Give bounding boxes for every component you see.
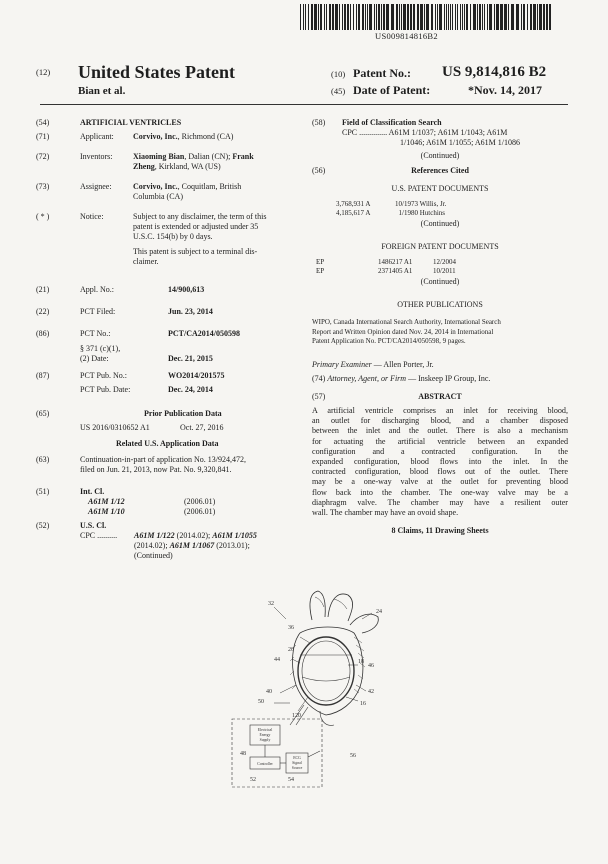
prior-pub-date: Oct. 27, 2016 <box>180 423 224 432</box>
figure-ref-label: 20 <box>288 647 294 653</box>
abstract-line: an outlet for discharging blood, and a chamber disposed <box>312 416 568 426</box>
barcode-bar <box>452 4 453 30</box>
code-65: (65) <box>36 409 50 418</box>
barcode-bar <box>350 4 351 30</box>
energy-line-1: Electrical <box>257 728 273 732</box>
barcode-number: US009814816B2 <box>375 31 438 41</box>
figure-ref-label: 56 <box>350 753 356 759</box>
figure-ref-label: 42 <box>368 689 374 695</box>
appl-no: 14/900,613 <box>168 285 205 294</box>
vessel-right <box>350 614 378 633</box>
figure-ref-label: 120 <box>292 713 301 719</box>
field-search-title: Field of Classification Search <box>342 118 442 127</box>
us-docs-table <box>336 200 446 217</box>
code-56: (56) <box>312 166 326 175</box>
pct-pub-no-label: PCT Pub. No.: <box>80 371 127 380</box>
barcode-bar <box>378 4 380 30</box>
inventors-short: Bian et al. <box>78 85 126 97</box>
left-column <box>36 118 306 571</box>
barcode-bar <box>473 4 476 30</box>
abstract-title: ABSTRACT <box>418 392 462 401</box>
int-cl-2-date: (2006.01) <box>184 507 216 516</box>
heart-outline <box>293 627 363 715</box>
barcode-bar <box>324 4 325 30</box>
barcode-bar <box>500 4 503 30</box>
abstract-line: wall. The chamber may have an ovoid shape. <box>312 508 459 518</box>
barcode-bar <box>383 4 385 30</box>
pct-filed-label: PCT Filed: <box>80 307 116 316</box>
other-pub-text: WIPO, Canada International Search Authority, International Search Report and Written Opinion dated Nov. 24, 2014 in International Patent Application No. PCT/CA2014/050598, 9 pages. <box>312 318 501 345</box>
pct-filed: Jun. 23, 2014 <box>168 307 213 316</box>
code-86: (86) <box>36 329 50 338</box>
table-row: EP 1486217 A1 12/2004 <box>316 258 456 266</box>
barcode-bar <box>314 4 317 30</box>
barcode-bar <box>437 4 438 30</box>
barcode-bar <box>448 4 449 30</box>
continuation: Continuation-in-part of application No. 13/924,472, filed on Jun. 21, 2013, now Pat. No. 9,320,841. <box>80 455 246 474</box>
barcode-bar <box>496 4 499 30</box>
code-10: (10) <box>331 69 346 79</box>
claims-count: 8 Claims, 11 Drawing Sheets <box>391 526 489 536</box>
abstract-line: for actuating the artificial ventricle between an expanded <box>312 436 568 446</box>
code-58: (58) <box>312 118 326 127</box>
patent-date: *Nov. 14, 2017 <box>468 83 543 97</box>
barcode-bar <box>479 4 481 30</box>
us-cl-title: U.S. Cl. <box>80 521 107 530</box>
code-87: (87) <box>36 371 50 380</box>
inventors-label: Inventors: <box>80 152 113 161</box>
barcode-bar <box>494 4 495 30</box>
barcode-bar <box>435 4 436 30</box>
figure-ref-label: 50 <box>258 699 264 705</box>
applicant-label: Applicant: <box>80 132 114 141</box>
figure-ref-label: 36 <box>288 625 294 631</box>
date-2: Dec. 21, 2015 <box>168 354 213 363</box>
barcode-bar <box>401 4 402 30</box>
artificial-ventricle <box>298 637 354 705</box>
barcode-bar <box>482 4 483 30</box>
date-2-label: (2) Date: <box>80 354 109 363</box>
abstract-line: between the inlet and the outlet. There is also a mechanism <box>312 426 568 436</box>
pct-pub-date-label: PCT Pub. Date: <box>80 385 131 394</box>
barcode-bar <box>300 4 301 30</box>
applicant: Corvivo, Inc., Richmond (CA) <box>133 132 234 141</box>
assignee: Corvivo, Inc., Coquitlam, British Columbia (CA) <box>133 182 242 201</box>
int-cl-1: A61M 1/12 <box>88 497 125 506</box>
block-diagram <box>230 717 350 791</box>
barcode-bar <box>439 4 442 30</box>
barcode-bar <box>464 4 465 30</box>
barcode-bar <box>533 4 536 30</box>
barcode-bar <box>431 4 433 30</box>
pct-pub-date: Dec. 24, 2014 <box>168 385 213 394</box>
attorney: (74) Attorney, Agent, or Firm — Inskeep IP Group, Inc. <box>312 374 491 383</box>
int-cl-1-date: (2006.01) <box>184 497 216 506</box>
pct-no-label: PCT No.: <box>80 329 111 338</box>
barcode-bar <box>326 4 327 30</box>
barcode-bar <box>530 4 532 30</box>
foreign-docs-title: FOREIGN PATENT DOCUMENTS <box>381 242 499 251</box>
figure-ref-label: 40 <box>266 689 272 695</box>
barcode-bar <box>511 4 514 30</box>
code-45: (45) <box>331 86 346 96</box>
prior-pub-title: Prior Publication Data <box>144 409 222 418</box>
barcode-bar <box>347 4 349 30</box>
abstract-line: flow back into the chamber. The one-way valve may be a <box>312 487 568 497</box>
barcode-bar <box>410 4 412 30</box>
notice-label: Notice: <box>80 212 104 221</box>
figure-ref-label: 44 <box>274 657 280 663</box>
barcode-bar <box>444 4 445 30</box>
cpc-label: CPC .......... <box>80 531 118 540</box>
barcode-bar <box>455 4 456 30</box>
vessel-center <box>328 594 353 621</box>
barcode-bar <box>335 4 338 30</box>
title: ARTIFICIAL VENTRICLES <box>80 118 182 127</box>
barcode-bar <box>407 4 409 30</box>
barcode-bar <box>508 4 509 30</box>
barcode-bar <box>417 4 419 30</box>
energy-line-3: Supply <box>259 738 271 742</box>
code-63: (63) <box>36 455 50 464</box>
barcode-bar <box>450 4 451 30</box>
barcode-bar <box>549 4 551 30</box>
ecg-line-1: ECG <box>293 756 301 760</box>
barcode-bar <box>344 4 346 30</box>
barcode-bar <box>487 4 488 30</box>
patent-number: US 9,814,816 B2 <box>442 64 547 80</box>
field-search-line-1: CPC .............. A61M 1/1037; A61M 1/1043; A61M <box>342 128 508 137</box>
figure-ref-label: 54 <box>288 777 294 783</box>
code-54: (54) <box>36 118 50 127</box>
abstract-line: A artificial ventricle comprises an inlet for receiving blood, <box>312 406 568 415</box>
ecg-line-2: Signal <box>292 761 302 765</box>
barcode-bar <box>332 4 334 30</box>
barcode-bar <box>308 4 309 30</box>
code-73: (73) <box>36 182 50 191</box>
table-row: EP 2371405 A1 10/2011 <box>316 266 456 275</box>
barcode-bar <box>365 4 366 30</box>
barcode-bar <box>537 4 538 30</box>
barcode-bar <box>413 4 415 30</box>
notice-text: Subject to any disclaimer, the term of this patent is extended or adjusted under 35 U.S.C. 154(b) by 0 days. This patent is subject to a terminal dis- claimer. <box>133 212 267 266</box>
section-371: § 371 (c)(1), <box>80 344 121 353</box>
code-21: (21) <box>36 285 50 294</box>
barcode-bar <box>516 4 519 30</box>
barcode-bar <box>303 4 304 30</box>
barcode-bar <box>539 4 542 30</box>
header-rule <box>40 104 568 105</box>
figure-ref-label: 52 <box>250 777 256 783</box>
barcode-bar <box>521 4 522 30</box>
pct-no: PCT/CA2014/050598 <box>168 329 240 338</box>
barcode-bar <box>396 4 398 30</box>
references-title: References Cited <box>411 166 469 175</box>
assignee-label: Assignee: <box>80 182 112 191</box>
barcode-bar <box>426 4 429 30</box>
barcode-bar <box>462 4 463 30</box>
barcode-bar <box>504 4 507 30</box>
barcode-bar <box>420 4 423 30</box>
code-72: (72) <box>36 152 50 161</box>
barcode-bar <box>460 4 461 30</box>
code-notice: ( * ) <box>36 212 50 221</box>
foreign-docs-continued: (Continued) <box>420 277 460 286</box>
document-type: United States Patent <box>78 62 235 82</box>
barcode-bar <box>381 4 382 30</box>
figure-ref-label: 46 <box>368 663 374 669</box>
right-column <box>312 118 568 536</box>
barcode-bar <box>339 4 340 30</box>
date-label: Date of Patent: <box>353 83 431 97</box>
other-pub-title: OTHER PUBLICATIONS <box>397 300 483 309</box>
barcode-bar <box>311 4 313 30</box>
abstract-line: diaphragm valve. The chamber may have a resilient outer <box>312 497 568 507</box>
code-52: (52) <box>36 521 50 530</box>
barcode-bar <box>523 4 525 30</box>
figure-ref-label: 16 <box>360 701 366 707</box>
int-cl-2: A61M 1/10 <box>88 507 125 516</box>
abstract-line: configuration and a contracted configuration. In the <box>312 446 568 456</box>
ecg-line-3: Source <box>291 766 303 770</box>
inventors: Xiaoming Bian, Dalian (CN); Frank Zheng, Kirkland, WA (US) <box>133 152 254 171</box>
barcode-bar <box>305 4 306 30</box>
system-boundary <box>232 719 322 787</box>
barcode-bar <box>543 4 545 30</box>
barcode-bar <box>386 4 389 30</box>
barcode-bar <box>362 4 364 30</box>
controller-label: Controller <box>257 762 273 766</box>
int-cl-title: Int. Cl. <box>80 487 105 496</box>
patent-no-label: Patent No.: <box>353 66 411 80</box>
examiner: Primary Examiner — Allen Porter, Jr. <box>312 360 434 369</box>
code-51: (51) <box>36 487 50 496</box>
barcode-bar <box>470 4 471 30</box>
code-22: (22) <box>36 307 50 316</box>
figure-ref-label: 32 <box>268 601 274 607</box>
barcode-bar <box>466 4 468 30</box>
barcode-bar <box>329 4 331 30</box>
barcode-bar <box>358 4 360 30</box>
table-row: 3,768,931 A 10/1973 Willis, Jr. <box>336 200 447 208</box>
figure-ref-label: 24 <box>376 609 382 615</box>
foreign-docs-table <box>316 258 566 275</box>
barcode-bar <box>342 4 343 30</box>
abstract-line: may be a one-way valve at the outlet for preventing blood <box>312 477 568 487</box>
prior-pub-number: US 2016/0310652 A1 <box>80 423 150 432</box>
barcode-bar <box>320 4 322 30</box>
barcode-bar <box>424 4 425 30</box>
barcode-bar <box>489 4 492 30</box>
barcode-bar <box>376 4 377 30</box>
barcode-bar <box>484 4 485 30</box>
barcode-bar <box>391 4 394 30</box>
barcode-bar <box>403 4 406 30</box>
barcode-bar <box>399 4 400 30</box>
abstract-line: expanded configuration, blood flows into the inlet. In the <box>312 457 568 467</box>
code-12: (12) <box>36 67 51 77</box>
barcode-bar <box>369 4 372 30</box>
related-title: Related U.S. Application Data <box>116 439 219 448</box>
appl-no-label: Appl. No.: <box>80 285 114 294</box>
table-row: 4,185,617 A 1/1980 Hutchins <box>336 208 446 217</box>
field-search-continued: (Continued) <box>420 151 460 160</box>
barcode-bar <box>367 4 368 30</box>
field-search-line-2: 1/1046; A61M 1/1055; A61M 1/1086 <box>400 138 521 147</box>
us-cl-values: A61M 1/122 (2014.02); A61M 1/1055 (2014.02); A61M 1/1067 (2013.01); (Continued) <box>134 531 257 560</box>
code-57: (57) <box>312 392 326 401</box>
figure-ref-label: 48 <box>240 751 246 757</box>
figure-ref-label: 18 <box>358 659 364 665</box>
code-71: (71) <box>36 132 50 141</box>
barcode-bar <box>457 4 458 30</box>
barcode-bar <box>374 4 375 30</box>
abstract-line: contracted configuration, blood flows out of the outlet. There <box>312 467 568 477</box>
barcode <box>300 4 552 30</box>
barcode-bar <box>356 4 357 30</box>
barcode-bar <box>446 4 447 30</box>
pct-pub-no: WO2014/201575 <box>168 371 225 380</box>
vessel-left <box>310 591 325 620</box>
energy-line-2: Energy <box>259 733 271 737</box>
us-docs-continued: (Continued) <box>420 219 460 228</box>
barcode-bar <box>546 4 548 30</box>
us-docs-title: U.S. PATENT DOCUMENTS <box>391 184 489 193</box>
barcode-bar <box>477 4 478 30</box>
barcode-bar <box>353 4 354 30</box>
barcode-bar <box>318 4 319 30</box>
barcode-bar <box>527 4 528 30</box>
abstract-text <box>312 406 568 518</box>
